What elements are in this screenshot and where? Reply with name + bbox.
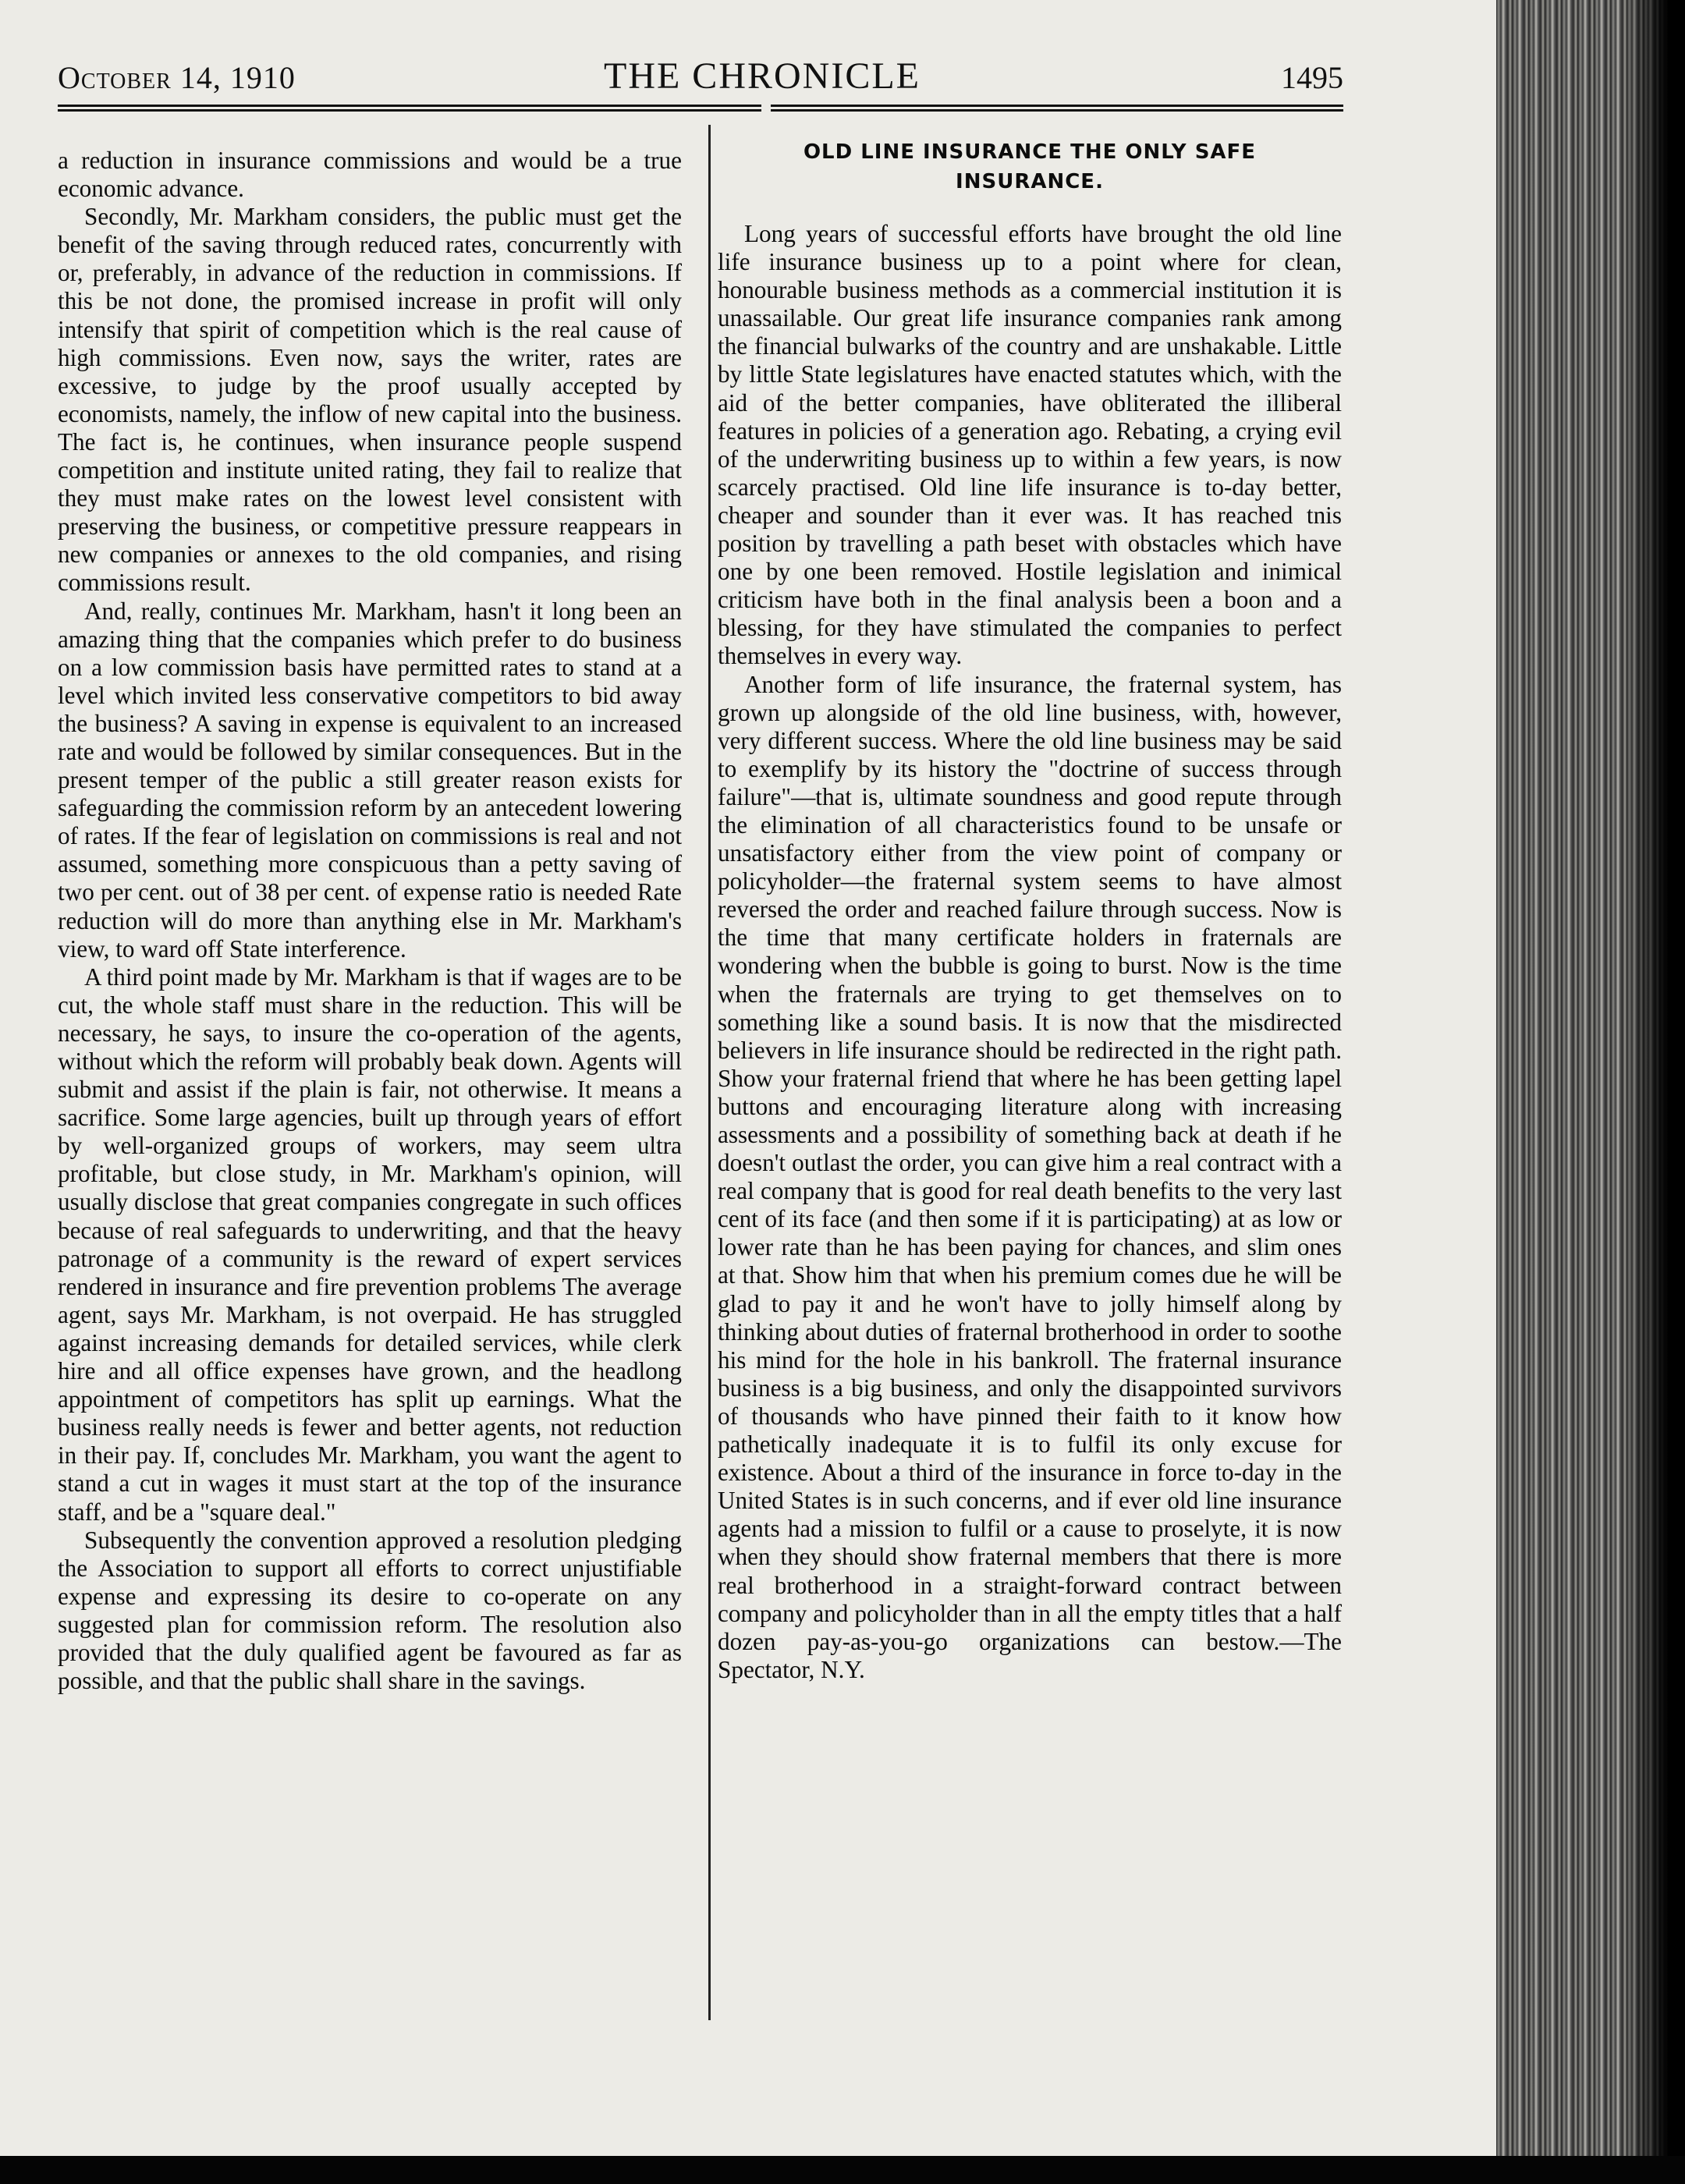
book-binding-edge — [1496, 0, 1685, 2184]
left-paragraph-5: Subsequently the convention approved a resolution pledging the Association to support all efforts to correct unjustifiable expense and expressing its desire to co-operate on any suggested plan for commission reform. The resolution also provided that the duly qualified agent be favoured as far as possible, and that the public shall share in the savings. — [58, 1526, 682, 1695]
page-number: 1495 — [1281, 60, 1343, 95]
column-divider — [708, 125, 711, 2020]
right-paragraph-1: Long years of successful efforts have brought the old line life insurance business up to a point where for clean, honourable business methods as a commercial institution it is unassailable. Our great life insurance companies rank among the financial bulwarks of the country and are unshakable. Little by little State legislatures have enacted statutes which, with the aid of the better companies, have obliterated the illiberal features in policies of a generation ago. Rebating, a crying evil of the underwriting business up to within a few years, is now scarcely practised. Old line life insurance is to-day better, cheaper and sounder than it ever was. It has reached tnis position by travelling a path beset with obstacles which have one by one been removed. Hostile legislation and inimical criticism have both in the final analysis been a boon and a blessing, for they have stimulated the companies to perfect themselves in every way. — [718, 220, 1342, 670]
right-paragraph-2: Another form of life insurance, the fraternal system, has grown up alongside of the old line business, with, however, very different success. Where the old line business may be said to exemplify by its history the "doctrine of success through failure"—that is, ultimate soundness and good repute through the elimination of all characteristics found to be unsafe or unsatisfactory either from the view point of company or policyholder—the fraternal system seems to have almost reversed the order and reached failure through success. Now is the time that many certificate holders in fraternals are wondering when the bubble is going to burst. Now is the time when the fraternals are trying to get themselves on to something like a sound basis. It is now that the misdirected believers in life insurance should be redirected in the right path. Show your fraternal friend that where he has been getting lapel buttons and encouraging literature along with increasing assessments and a possibility of something back at death if he doesn't outlast the order, you can give him a real contract with a real company that is good for real death benefits to the very last cent of its face (and then some if it is participating) at as low or lower rate than he has been paying for chances, and slim ones at that. Show him that when his premium comes due he will be glad to pay it and he won't have to jolly himself along by thinking about duties of fraternal brotherhood in order to soothe his mind for the hole in his bankroll. The fraternal insurance business is a big business, and only the disappointed survivors of thousands who have pinned their faith to it know how pathetically inadequate it is to fulfil its only excuse for existence. About a third of the insurance in force to-day in the United States is in such concerns, and if ever old line insurance agents had a mission to fulfil or a cause to proselyte, it is now when they should show fraternal members that there is more real brotherhood in a straight-forward contract between company and policyholder than in all the empty titles that a half dozen pay-as-you-go organizations can bestow.—The Spectator, N.Y. — [718, 670, 1342, 1683]
header-rule-right — [771, 105, 1343, 114]
headline-line-1: OLD LINE INSURANCE THE ONLY SAFE — [803, 140, 1257, 164]
left-column — [58, 147, 682, 1695]
left-paragraph-4: A third point made by Mr. Markham is that if wages are to be cut, the whole staff must share in the reduction. This will be necessary, he says, to insure the co-operation of the agents, without which the reform will probably beak down. Agents will submit and assist if the plain is fair, not otherwise. It means a sacrifice. Some large agencies, built up through years of effort by well-organized groups of workers, may seem ultra profitable, but close study, in Mr. Markham's opinion, will usually disclose that great companies congregate in such offices because of real safeguards to underwriting, and that the heavy patronage of a community is the reward of expert services rendered in insurance and fire prevention problems The average agent, says Mr. Markham, is not overpaid. He has struggled against increasing demands for detailed services, while clerk hire and all office expenses have grown, and the headlong appointment of competitors has split up earnings. What the business really needs is fewer and better agents, not reduction in their pay. If, concludes Mr. Markham, you want the agent to stand a cut in wages it must start at the top of the insurance staff, and be a "square deal." — [58, 963, 682, 1526]
issue-date: October 14, 1910 — [58, 60, 296, 95]
page-header — [58, 55, 1343, 106]
left-paragraph-1: a reduction in insurance commissions and would be a true economic advance. — [58, 147, 682, 203]
left-paragraph-2: Secondly, Mr. Markham considers, the public must get the benefit of the saving through reduced rates, concurrently with or, preferably, in advance of the reduction in commissions. If this be not done, the promised increase in profit will only intensify that spirit of competition which is the real cause of high commissions. Even now, says the writer, rates are excessive, to judge by the proof usually accepted by economists, namely, the inflow of new capital into the business. The fact is, he continues, when insurance people suspend competition and institute united rating, they fail to realize that they must make rates on the lowest level consistent with preserving the business, or competitive pressure reappears in new companies or annexes to the old companies, and rising commissions result. — [58, 203, 682, 597]
right-column — [718, 137, 1342, 1684]
article-headline — [718, 137, 1342, 197]
header-rule-left — [58, 105, 761, 114]
bottom-scan-shadow — [0, 2156, 1685, 2184]
left-paragraph-3: And, really, continues Mr. Markham, hasn't it long been an amazing thing that the companies which prefer to do business on a low commission basis have permitted rates to stand at a level which invited less conservative competitors to bid away the business? A saving in expense is equivalent to an increased rate and would be followed by similar consequences. But in the present temper of the public a still greater reason exists for safeguarding the commission reform by an antecedent lowering of rates. If the fear of legislation on commissions is real and not assumed, something more conspicuous than a petty saving of two per cent. out of 38 per cent. of expense ratio is needed Rate reduction will do more than anything else in Mr. Markham's view, to ward off State interference. — [58, 597, 682, 963]
headline-line-2: INSURANCE. — [956, 170, 1104, 193]
publication-title: THE CHRONICLE — [604, 55, 921, 97]
